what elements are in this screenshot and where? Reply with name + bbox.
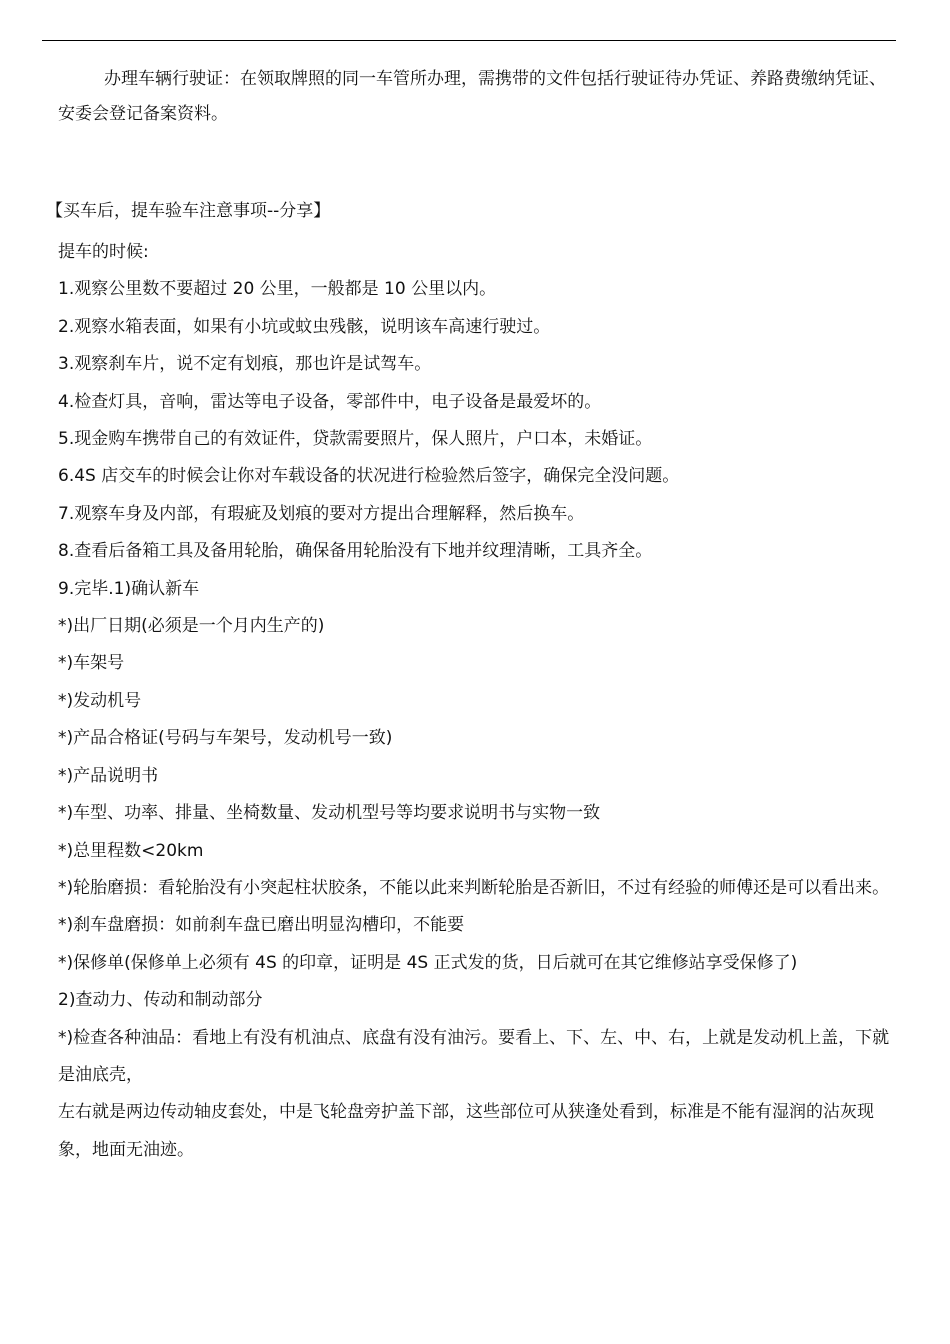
list-item: *)发动机号 bbox=[58, 690, 142, 711]
list-item: 提车的时候: bbox=[58, 242, 149, 262]
list-item: *)产品合格证(号码与车架号，发动机号一致) bbox=[58, 728, 393, 749]
list-item: 9.完毕.1)确认新车 bbox=[58, 578, 200, 599]
top-rule bbox=[42, 40, 896, 41]
checklist bbox=[46, 234, 896, 1169]
list-item: 左右就是两边传动轴皮套处，中是飞轮盘旁护盖下部，这些部位可从狭逢处看到，标准是不能有湿润的沾灰现象，地面无油迹。 bbox=[58, 1102, 874, 1160]
list-item: *)车架号 bbox=[58, 653, 125, 674]
intro-paragraph: 办理车辆行驶证：在领取牌照的同一车管所办理，需携带的文件包括行驶证待办凭证、养路费缴纳凭证、安委会登记备案资料。 bbox=[58, 69, 886, 124]
list-item: 2)查动力、传动和制动部分 bbox=[58, 990, 263, 1011]
list-item: 1.观察公里数不要超过 20 公里，一般都是 10 公里以内。 bbox=[58, 279, 497, 300]
section-title: 【买车后，提车验车注意事项--分享】 bbox=[46, 201, 331, 221]
list-item: *)轮胎磨损：看轮胎没有小突起柱状胶条，不能以此来判断轮胎是否新旧，不过有经验的师傅还是可以看出来。 bbox=[58, 877, 890, 898]
checklist-section bbox=[46, 197, 896, 1169]
list-item: 7.观察车身及内部，有瑕疵及划痕的要对方提出合理解释，然后换车。 bbox=[58, 503, 585, 524]
list-item: 2.观察水箱表面，如果有小坑或蚊虫残骸，说明该车高速行驶过。 bbox=[58, 316, 551, 337]
list-item: 8.查看后备箱工具及备用轮胎，确保备用轮胎没有下地并纹理清晰，工具齐全。 bbox=[58, 541, 653, 562]
list-item: 5.现金购车携带自己的有效证件，贷款需要照片，保人照片，户口本，未婚证。 bbox=[58, 429, 653, 450]
list-item: *)保修单(保修单上必须有 4S 的印章，证明是 4S 正式发的货，日后就可在其它维修站享受保修了) bbox=[58, 952, 798, 973]
list-item: *)检查各种油品：看地上有没有机油点、底盘有没有油污。要看上、下、左、中、右，上就是发动机上盖，下就是油底壳， bbox=[58, 1027, 890, 1085]
list-item: 3.观察刹车片，说不定有划痕，那也许是试驾车。 bbox=[58, 354, 432, 375]
list-item: *)总里程数<20km bbox=[58, 840, 204, 861]
list-item: *)车型、功率、排量、坐椅数量、发动机型号等均要求说明书与实物一致 bbox=[58, 803, 601, 824]
list-item: 4.检查灯具，音响，雷达等电子设备，零部件中，电子设备是最爱坏的。 bbox=[58, 391, 602, 412]
list-item: *)产品说明书 bbox=[58, 765, 159, 786]
list-item: *)刹车盘磨损：如前刹车盘已磨出明显沟槽印，不能要 bbox=[58, 915, 465, 936]
list-item: 6.4S 店交车的时候会让你对车载设备的状况进行检验然后签字，确保完全没问题。 bbox=[58, 466, 680, 487]
list-item: *)出厂日期(必须是一个月内生产的) bbox=[58, 616, 325, 637]
